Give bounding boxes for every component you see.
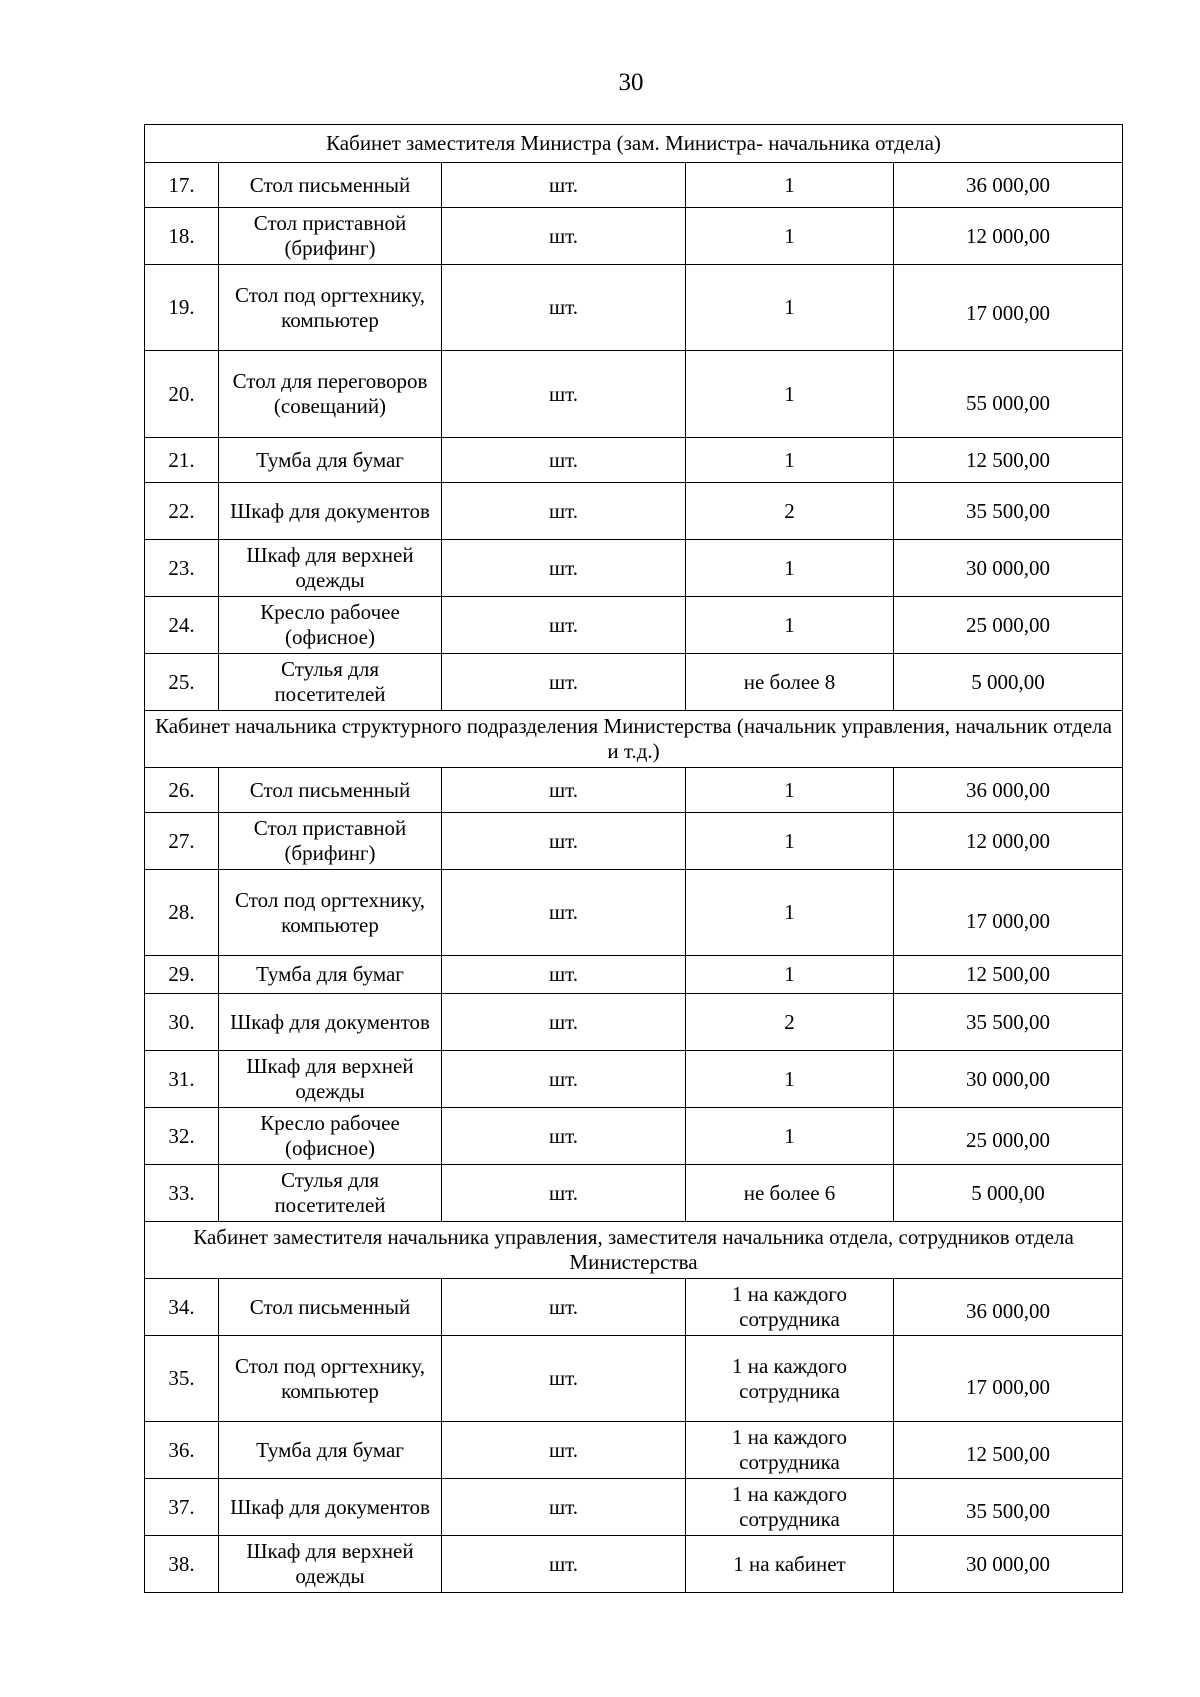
item-quantity: 1 — [686, 163, 894, 208]
item-name: Стулья для посетителей — [219, 1165, 442, 1222]
row-number: 23. — [145, 540, 219, 597]
item-unit: шт. — [442, 1108, 686, 1165]
item-price: 55 000,00 — [894, 351, 1123, 438]
item-quantity: 2 — [686, 994, 894, 1051]
table-row — [145, 1108, 1123, 1165]
row-number: 33. — [145, 1165, 219, 1222]
row-number: 27. — [145, 813, 219, 870]
row-number: 18. — [145, 208, 219, 265]
item-name: Шкаф для документов — [219, 1479, 442, 1536]
table-row — [145, 1479, 1123, 1536]
item-unit: шт. — [442, 163, 686, 208]
table-row — [145, 483, 1123, 540]
item-price: 12 500,00 — [894, 438, 1123, 483]
row-number: 34. — [145, 1279, 219, 1336]
item-quantity: 1 — [686, 597, 894, 654]
item-price: 35 500,00 — [894, 994, 1123, 1051]
item-price: 36 000,00 — [894, 1279, 1123, 1336]
table-row — [145, 1279, 1123, 1336]
item-name: Стулья для посетителей — [219, 654, 442, 711]
table-row — [145, 994, 1123, 1051]
item-price: 12 000,00 — [894, 208, 1123, 265]
furniture-norms-table — [144, 124, 1123, 1593]
item-unit: шт. — [442, 438, 686, 483]
item-quantity: не более 6 — [686, 1165, 894, 1222]
item-quantity: 1 — [686, 265, 894, 351]
item-name: Стол приставной (брифинг) — [219, 813, 442, 870]
item-quantity: 1 — [686, 1051, 894, 1108]
item-unit: шт. — [442, 813, 686, 870]
item-price: 30 000,00 — [894, 1536, 1123, 1593]
item-price: 12 500,00 — [894, 1422, 1123, 1479]
item-price: 25 000,00 — [894, 597, 1123, 654]
item-name: Стол письменный — [219, 1279, 442, 1336]
table-row — [145, 956, 1123, 994]
table-row — [145, 813, 1123, 870]
item-name: Тумба для бумаг — [219, 438, 442, 483]
item-quantity: 1 — [686, 956, 894, 994]
item-quantity: 1 — [686, 768, 894, 813]
row-number: 30. — [145, 994, 219, 1051]
item-price: 30 000,00 — [894, 1051, 1123, 1108]
table-row — [145, 208, 1123, 265]
item-name: Шкаф для документов — [219, 994, 442, 1051]
item-quantity: 1 на каждого сотрудника — [686, 1422, 894, 1479]
item-name: Стол приставной (брифинг) — [219, 208, 442, 265]
section-title: Кабинет заместителя начальника управления, заместителя начальника отдела, сотрудников отдела Министерства — [145, 1222, 1123, 1279]
item-price: 35 500,00 — [894, 483, 1123, 540]
item-name: Стол под оргтехнику, компьютер — [219, 1336, 442, 1422]
row-number: 19. — [145, 265, 219, 351]
item-quantity: 1 на кабинет — [686, 1536, 894, 1593]
table-row — [145, 1051, 1123, 1108]
row-number: 38. — [145, 1536, 219, 1593]
item-name: Тумба для бумаг — [219, 956, 442, 994]
item-price: 25 000,00 — [894, 1108, 1123, 1165]
item-unit: шт. — [442, 597, 686, 654]
item-unit: шт. — [442, 870, 686, 956]
item-name: Стол письменный — [219, 163, 442, 208]
table-row — [145, 768, 1123, 813]
row-number: 29. — [145, 956, 219, 994]
row-number: 22. — [145, 483, 219, 540]
item-name: Шкаф для верхней одежды — [219, 1536, 442, 1593]
item-quantity: 1 — [686, 1108, 894, 1165]
item-name: Стол под оргтехнику, компьютер — [219, 870, 442, 956]
table-row — [145, 265, 1123, 351]
table-row — [145, 597, 1123, 654]
item-unit: шт. — [442, 1336, 686, 1422]
item-quantity: 1 — [686, 351, 894, 438]
item-quantity: 1 — [686, 438, 894, 483]
row-number: 37. — [145, 1479, 219, 1536]
item-unit: шт. — [442, 265, 686, 351]
item-name: Кресло рабочее (офисное) — [219, 597, 442, 654]
row-number: 21. — [145, 438, 219, 483]
item-quantity: 1 на каждого сотрудника — [686, 1279, 894, 1336]
item-price: 36 000,00 — [894, 163, 1123, 208]
item-unit: шт. — [442, 1051, 686, 1108]
table-row — [145, 1422, 1123, 1479]
row-number: 28. — [145, 870, 219, 956]
item-price: 5 000,00 — [894, 1165, 1123, 1222]
item-price: 35 500,00 — [894, 1479, 1123, 1536]
item-unit: шт. — [442, 994, 686, 1051]
row-number: 32. — [145, 1108, 219, 1165]
row-number: 24. — [145, 597, 219, 654]
row-number: 36. — [145, 1422, 219, 1479]
section-header-row — [145, 711, 1123, 768]
item-price: 12 000,00 — [894, 813, 1123, 870]
table-row — [145, 438, 1123, 483]
item-quantity: не более 8 — [686, 654, 894, 711]
item-name: Шкаф для верхней одежды — [219, 1051, 442, 1108]
item-price: 36 000,00 — [894, 768, 1123, 813]
item-unit: шт. — [442, 654, 686, 711]
item-unit: шт. — [442, 1279, 686, 1336]
item-name: Стол для переговоров (совещаний) — [219, 351, 442, 438]
table-row — [145, 351, 1123, 438]
item-price: 5 000,00 — [894, 654, 1123, 711]
table-row — [145, 540, 1123, 597]
item-quantity: 1 — [686, 208, 894, 265]
item-price: 17 000,00 — [894, 265, 1123, 351]
item-quantity: 1 на каждого сотрудника — [686, 1479, 894, 1536]
item-unit: шт. — [442, 540, 686, 597]
section-title: Кабинет заместителя Министра (зам. Министра- начальника отдела) — [145, 125, 1123, 163]
table-row — [145, 654, 1123, 711]
item-name: Шкаф для документов — [219, 483, 442, 540]
item-unit: шт. — [442, 1479, 686, 1536]
row-number: 31. — [145, 1051, 219, 1108]
item-quantity: 1 на каждого сотрудника — [686, 1336, 894, 1422]
item-name: Кресло рабочее (офисное) — [219, 1108, 442, 1165]
item-unit: шт. — [442, 351, 686, 438]
section-header-row — [145, 1222, 1123, 1279]
item-unit: шт. — [442, 956, 686, 994]
item-name: Стол письменный — [219, 768, 442, 813]
table-row — [145, 1536, 1123, 1593]
row-number: 25. — [145, 654, 219, 711]
item-unit: шт. — [442, 768, 686, 813]
item-unit: шт. — [442, 1422, 686, 1479]
row-number: 20. — [145, 351, 219, 438]
item-quantity: 1 — [686, 540, 894, 597]
page-number: 30 — [618, 69, 644, 96]
item-unit: шт. — [442, 208, 686, 265]
table-row — [145, 1336, 1123, 1422]
item-quantity: 1 — [686, 870, 894, 956]
item-price: 30 000,00 — [894, 540, 1123, 597]
item-quantity: 1 — [686, 813, 894, 870]
item-name: Шкаф для верхней одежды — [219, 540, 442, 597]
section-header-row — [145, 125, 1123, 163]
item-price: 17 000,00 — [894, 870, 1123, 956]
table-row — [145, 163, 1123, 208]
item-unit: шт. — [442, 483, 686, 540]
item-price: 17 000,00 — [894, 1336, 1123, 1422]
row-number: 35. — [145, 1336, 219, 1422]
item-name: Стол под оргтехнику, компьютер — [219, 265, 442, 351]
row-number: 26. — [145, 768, 219, 813]
item-price: 12 500,00 — [894, 956, 1123, 994]
item-unit: шт. — [442, 1536, 686, 1593]
table-row — [145, 1165, 1123, 1222]
item-quantity: 2 — [686, 483, 894, 540]
item-unit: шт. — [442, 1165, 686, 1222]
row-number: 17. — [145, 163, 219, 208]
table-row — [145, 870, 1123, 956]
item-name: Тумба для бумаг — [219, 1422, 442, 1479]
section-title: Кабинет начальника структурного подразделения Министерства (начальник управления, начальник отдела и т.д.) — [145, 711, 1123, 768]
